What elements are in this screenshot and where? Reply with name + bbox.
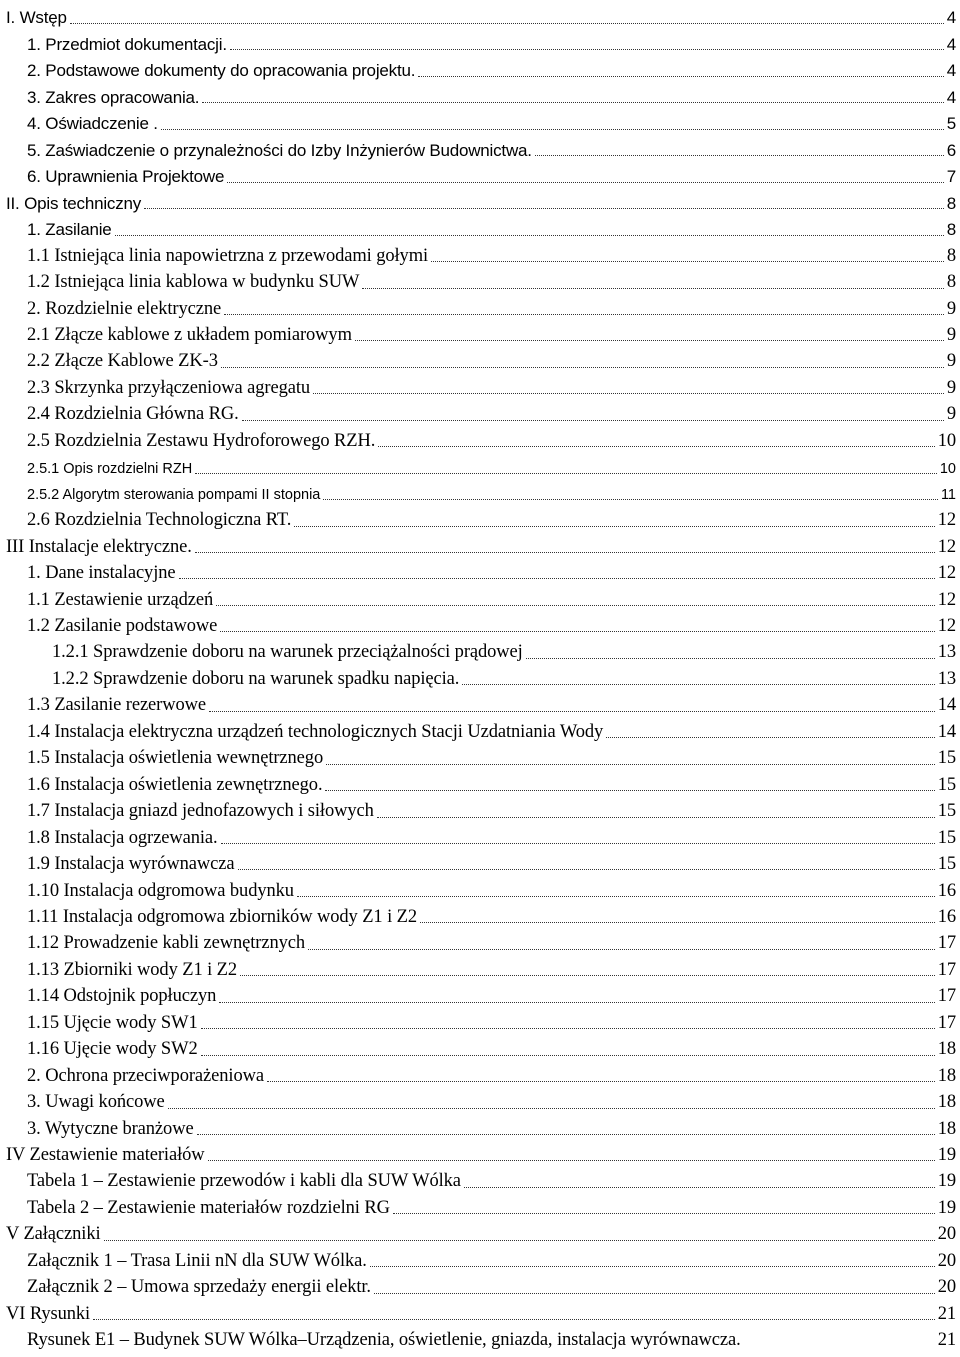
toc-entry-page-number: 18 [937,1065,956,1086]
toc-entry-page-number: 21 [937,1330,956,1351]
toc-entry[interactable] [0,267,960,293]
dot-leader [224,314,944,315]
toc-entry-title: 1.1 Istniejąca linia napowietrzna z przewodami gołymi [27,245,429,266]
toc-entry-title: 1. Zasilanie [27,219,112,239]
dot-leader [535,155,944,156]
toc-entry[interactable] [0,319,960,345]
dot-leader [377,817,935,818]
toc-entry[interactable] [0,399,960,425]
dot-leader [168,1108,935,1109]
toc-entry-title: 1.2.2 Sprawdzenie doboru na warunek spadku napięcia. [52,668,460,689]
dot-leader [378,446,934,447]
dot-leader [201,1028,935,1029]
toc-entry-page-number: 8 [946,245,956,266]
toc-entry-title: Tabela 2 – Zestawienie materiałów rozdzielni RG [27,1197,390,1218]
toc-entry-title: 2.6 Rozdzielnia Technologiczna RT. [27,510,292,531]
toc-entry-page-number: 17 [937,933,956,954]
toc-entry-page-number: 17 [937,959,956,980]
toc-entry-title: 1.9 Instalacja wyrównawcza [27,854,235,875]
toc-entry-title: 1.8 Instalacja ogrzewania. [27,827,218,848]
dot-leader [606,737,935,738]
toc-entry-title: Tabela 1 – Zestawienie przewodów i kabli dla SUW Wólka [27,1171,461,1192]
dot-leader [374,1293,935,1294]
toc-entry[interactable] [0,981,960,1007]
dot-leader [219,1002,934,1003]
toc-entry[interactable] [0,1087,960,1113]
toc-entry-title: 1.6 Instalacja oświetlenia zewnętrznego. [27,774,323,795]
toc-entry[interactable] [0,1113,960,1139]
toc-entry-title: 1.5 Instalacja oświetlenia wewnętrznego [27,748,324,769]
toc-entry-title: 2.2 Złącze Kablowe ZK-3 [27,351,218,372]
toc-entry-page-number: 15 [937,748,956,769]
toc-entry-page-number: 13 [937,668,956,689]
dot-leader [104,1240,935,1241]
dot-leader [221,843,935,844]
toc-entry-title: 1.3 Zasilanie rezerwowe [27,695,207,716]
dot-leader [464,1187,935,1188]
dot-leader [195,473,937,474]
dot-leader [208,1160,935,1161]
toc-entry[interactable] [0,1325,960,1351]
toc-entry-title: V Załączniki [6,1224,101,1245]
toc-entry-page-number: 4 [946,61,956,81]
toc-entry-page-number: 17 [937,986,956,1007]
toc-entry-page-number: 15 [937,774,956,795]
toc-entry[interactable] [0,848,960,874]
toc-entry-title: 1.14 Odstojnik popłuczyn [27,986,217,1007]
toc-entry-title: 2.4 Rozdzielnia Główna RG. [27,404,239,425]
toc-entry-title: Rysunek E1 – Budynek SUW Wólka–Urządzenia, oświetlenie, gniazda, instalacja wyrównawcza. [27,1330,741,1351]
toc-entry-page-number: 7 [946,167,956,186]
toc-entry-page-number: 9 [946,325,956,346]
toc-entry[interactable] [0,610,960,636]
toc-entry-page-number: 12 [937,510,956,531]
toc-entry-page-number: 9 [946,351,956,372]
toc-entry-page-number: 9 [946,298,956,319]
toc-entry-page-number: 5 [946,114,956,134]
dot-leader [209,711,935,712]
toc-entry-title: 1.4 Instalacja elektryczna urządzeń technologicznych Stacji Uzdatniania Wody [27,721,604,742]
toc-entry-title: 1.11 Instalacja odgromowa zbiorników wody Z1 i Z2 [27,906,418,927]
toc-entry-title: 1.12 Prowadzenie kabli zewnętrznych [27,933,306,954]
toc-entry-page-number: 11 [940,487,956,504]
toc-entry-page-number: 13 [937,642,956,663]
toc-entry-page-number: 14 [937,721,956,742]
toc-entry-page-number: 9 [946,404,956,425]
toc-entry[interactable] [0,769,960,795]
dot-leader [325,790,934,791]
toc-entry-title: 4. Oświadczenie . [27,114,158,134]
toc-entry[interactable] [0,584,960,610]
toc-entry-page-number: 19 [937,1171,956,1192]
toc-entry[interactable] [0,293,960,319]
toc-entry[interactable] [0,716,960,742]
dot-leader [420,922,935,923]
toc-entry[interactable] [0,743,960,769]
toc-entry[interactable] [0,55,960,81]
toc-entry-title: VI Rysunki [6,1303,91,1324]
toc-entry-page-number: 12 [937,589,956,610]
dot-leader [197,1134,935,1135]
toc-entry[interactable] [0,1034,960,1060]
toc-entry-title: 1.10 Instalacja odgromowa budynku [27,880,294,901]
toc-entry[interactable] [0,531,960,557]
toc-entry-title: 3. Wytyczne branżowe [27,1118,194,1139]
toc-entry[interactable] [0,1060,960,1086]
dot-leader [221,367,944,368]
toc-entry[interactable] [0,240,960,266]
toc-entry-page-number: 4 [946,87,956,107]
toc-entry-title: Załącznik 2 – Umowa sprzedaży energii elektr. [27,1277,371,1298]
toc-entry-page-number: 15 [937,827,956,848]
toc-entry-page-number: 4 [946,34,956,54]
toc-entry[interactable] [0,505,960,531]
toc-entry[interactable] [0,1272,960,1298]
toc-entry-title: 1. Dane instalacyjne [27,563,176,584]
toc-entry-title: II. Opis techniczny [6,193,142,213]
toc-entry-title: 2.5.1 Opis rozdzielni RZH [27,460,193,477]
dot-leader [220,631,934,632]
dot-leader [267,1081,935,1082]
toc-entry-title: III Instalacje elektryczne. [6,536,192,557]
dot-leader [370,1266,935,1267]
toc-entry[interactable] [0,822,960,848]
toc-entry[interactable] [0,1245,960,1271]
dot-leader [240,975,935,976]
toc-entry[interactable] [0,2,960,28]
toc-entry-page-number: 16 [937,880,956,901]
toc-entry[interactable] [0,452,960,478]
toc-entry[interactable] [0,134,960,160]
toc-entry[interactable] [0,28,960,54]
toc-entry-title: Załącznik 1 – Trasa Linii nN dla SUW Wólka. [27,1250,367,1271]
toc-entry-title: 1.2 Zasilanie podstawowe [27,616,218,637]
toc-entry-title: IV Zestawienie materiałów [6,1144,205,1165]
toc-entry-title: 1.7 Instalacja gniazd jednofazowych i siłowych [27,801,374,822]
toc-entry-title: 1. Przedmiot dokumentacji. [27,34,227,54]
dot-leader [216,605,935,606]
toc-entry-title: 2.1 Złącze kablowe z układem pomiarowym [27,325,352,346]
dot-leader [195,552,935,553]
dot-leader [294,526,934,527]
dot-leader [431,261,944,262]
dot-leader [202,102,943,103]
toc-entry-page-number: 12 [937,616,956,637]
toc-entry-title: 5. Zaświadczenie o przynależności do Izby Inżynierów Budownictwa. [27,140,532,160]
toc-entry[interactable] [0,187,960,213]
dot-leader [238,869,935,870]
toc-entry[interactable] [0,928,960,954]
toc-entry[interactable] [0,214,960,240]
toc-entry-title: 1.15 Ujęcie wody SW1 [27,1012,198,1033]
toc-entry[interactable] [0,796,960,822]
toc-entry-page-number: 18 [937,1118,956,1139]
toc-entry-page-number: 10 [939,460,956,477]
toc-entry-page-number: 16 [937,906,956,927]
toc-entry-title: 6. Uprawnienia Projektowe [27,167,225,186]
toc-entry[interactable] [0,557,960,583]
toc-entry-page-number: 15 [937,854,956,875]
toc-entry-page-number: 6 [946,140,956,160]
toc-entry-title: 2. Podstawowe dokumenty do opracowania projektu. [27,61,416,81]
toc-entry[interactable] [0,346,960,372]
dot-leader [308,949,935,950]
toc-entry[interactable] [0,637,960,663]
toc-entry[interactable] [0,81,960,107]
toc-entry-page-number: 18 [937,1092,956,1113]
dot-leader [462,684,934,685]
toc-entry-title: 1.2.1 Sprawdzenie doboru na warunek przeciążalności prądowej [52,642,523,663]
toc-entry-page-number: 9 [946,377,956,398]
dot-leader [179,578,935,579]
toc-entry-page-number: 8 [946,193,956,213]
toc-entry[interactable] [0,1139,960,1165]
dot-leader [526,658,935,659]
toc-entry-title: 2. Ochrona przeciwporażeniowa [27,1065,264,1086]
toc-entry[interactable] [0,954,960,980]
dot-leader [201,1055,935,1056]
dot-leader [393,1213,935,1214]
toc-entry-title: 2. Rozdzielnie elektryczne [27,298,222,319]
toc-entry-title: 2.5.2 Algorytm sterowania pompami II stopnia [27,487,321,504]
toc-entry-title: 1.2 Istniejąca linia kablowa w budynku SUW [27,272,360,293]
toc-entry-title: 2.3 Skrzynka przyłączeniowa agregatu [27,377,311,398]
dot-leader [230,49,944,50]
toc-entry[interactable] [0,1166,960,1192]
toc-entry[interactable] [0,1298,960,1324]
toc-entry-page-number: 19 [937,1197,956,1218]
toc-entry[interactable] [0,1219,960,1245]
dot-leader [144,208,944,209]
dot-leader [418,76,943,77]
toc-entry[interactable] [0,1192,960,1218]
toc-entry-page-number: 20 [937,1277,956,1298]
toc-entry[interactable] [0,901,960,927]
toc-entry-page-number: 8 [946,272,956,293]
toc-entry-title: 1.13 Zbiorniki wody Z1 i Z2 [27,959,238,980]
toc-entry-page-number: 12 [937,563,956,584]
toc-entry[interactable] [0,663,960,689]
dot-leader [323,499,938,500]
dot-leader [227,182,944,183]
toc-entry-page-number: 20 [937,1250,956,1271]
toc-entry-page-number: 18 [937,1039,956,1060]
toc-entry-page-number: 14 [937,695,956,716]
dot-leader [362,288,944,289]
toc-entry-page-number: 12 [937,536,956,557]
toc-entry[interactable] [0,875,960,901]
toc-entry-title: 3. Uwagi końcowe [27,1092,165,1113]
dot-leader [93,1319,935,1320]
toc-entry-page-number: 19 [937,1144,956,1165]
toc-entry-title: 1.16 Ujęcie wody SW2 [27,1039,198,1060]
dot-leader [355,340,944,341]
toc-entry-page-number: 21 [937,1303,956,1324]
toc-entry-title: 3. Zakres opracowania. [27,87,200,107]
dot-leader [115,235,944,236]
toc-entry[interactable] [0,478,960,504]
toc-entry[interactable] [0,690,960,716]
toc-entry-page-number: 17 [937,1012,956,1033]
toc-entry[interactable] [0,1007,960,1033]
toc-entry-page-number: 20 [937,1224,956,1245]
toc-entry-page-number: 8 [946,219,956,239]
dot-leader [161,129,944,130]
toc-entry-title: I. Wstęp [6,8,67,28]
toc-entry-title: 1.1 Zestawienie urządzeń [27,589,214,610]
toc-entry[interactable] [0,425,960,451]
dot-leader [297,896,935,897]
toc-entry[interactable] [0,108,960,134]
toc-entry-page-number: 10 [937,430,956,451]
toc-entry[interactable] [0,372,960,398]
toc-entry-page-number: 15 [937,801,956,822]
dot-leader [242,420,944,421]
dot-leader [326,764,935,765]
dot-leader [313,393,944,394]
toc-entry[interactable] [0,161,960,187]
toc-entry-title: 2.5 Rozdzielnia Zestawu Hydroforowego RZH. [27,430,376,451]
toc-entry-page-number: 4 [946,8,956,28]
dot-leader [70,23,944,24]
